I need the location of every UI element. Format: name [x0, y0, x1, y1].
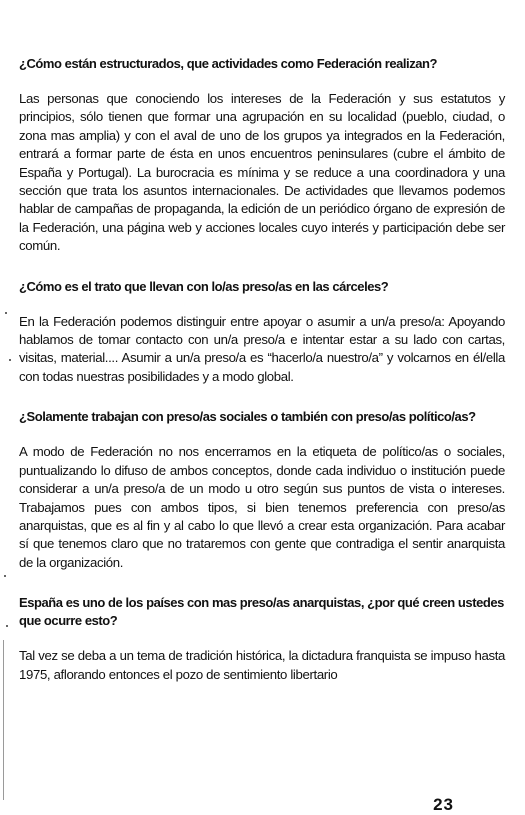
- section-1-answer: Las personas que conociendo los intereses de la Federación y sus estatutos y principios, sólo tienen que formar una agrupación en su localidad (pueblo, ciudad, o zona mas amplia) y con el aval de uno de los grupos ya integrados en la Federación, entrará a formar parte de ésta en unos encuentros peninsulares (cubre el ámbito de España y Portugal). La burocracia es mínima y se reduce a una coordinadora y una sección que trata los asuntos internacionales. De actividades que llevamos podemos hablar de campañas de propaganda, la edición de un periódico órgano de expresión de la Federación, una página web y acciones locales cuyo interés y participación debe ser común.: [19, 91, 505, 254]
- section-1-question: ¿Cómo están estructurados, que actividades como Federación realizan?: [19, 56, 438, 71]
- scan-speck: [6, 625, 8, 627]
- margin-scan-line: [3, 640, 4, 800]
- scan-speck: [9, 359, 11, 361]
- section-2-answer: En la Federación podemos distinguir entre apoyar o asumir a un/a preso/a: Apoyando hablamos de tomar contacto con un/a preso/a e intentar estar a su lado con cartas, visitas, material.... Asumir a un/a preso/a es “hacerlo/a nuestro/a” y volcarnos en él/ella con todas nuestras posibilidades y a modo global.: [19, 313, 505, 384]
- section-3-question: ¿Solamente trabajan con preso/as sociales o también con preso/as político/as?: [19, 409, 476, 425]
- section-4-answer: Tal vez se deba a un tema de tradición histórica, la dictadura franquista se impuso hasta 1975, aflorando entonces el pozo de sentimiento libertario: [19, 648, 505, 682]
- scan-speck: [4, 575, 6, 577]
- page-content: [19, 55, 505, 684]
- page-number: 23: [433, 795, 454, 814]
- scan-speck: [5, 312, 7, 314]
- section-2-question: ¿Cómo es el trato que llevan con lo/as preso/as en las cárceles?: [19, 278, 389, 294]
- section-4-question: España es uno de los países con mas preso/as anarquistas, ¿por qué creen ustedes que ocurre esto?: [19, 595, 504, 629]
- section-3-answer: A modo de Federación no nos encerramos en la etiqueta de político/as o sociales, puntualizando lo difuso de ambos conceptos, donde cada individuo o institución puede considerar a un/a preso/a de un modo u otro según sus puntos de vista o intereses. Trabajamos pues con ambos tipos, si bien tenemos preferencia con preso/as anarquistas, que es al fin y al cabo lo que llevó a crear esta organización. Para acabar sí que tenemos claro que no trataremos con gente que contradiga el sentir anarquista de la organización.: [19, 444, 505, 570]
